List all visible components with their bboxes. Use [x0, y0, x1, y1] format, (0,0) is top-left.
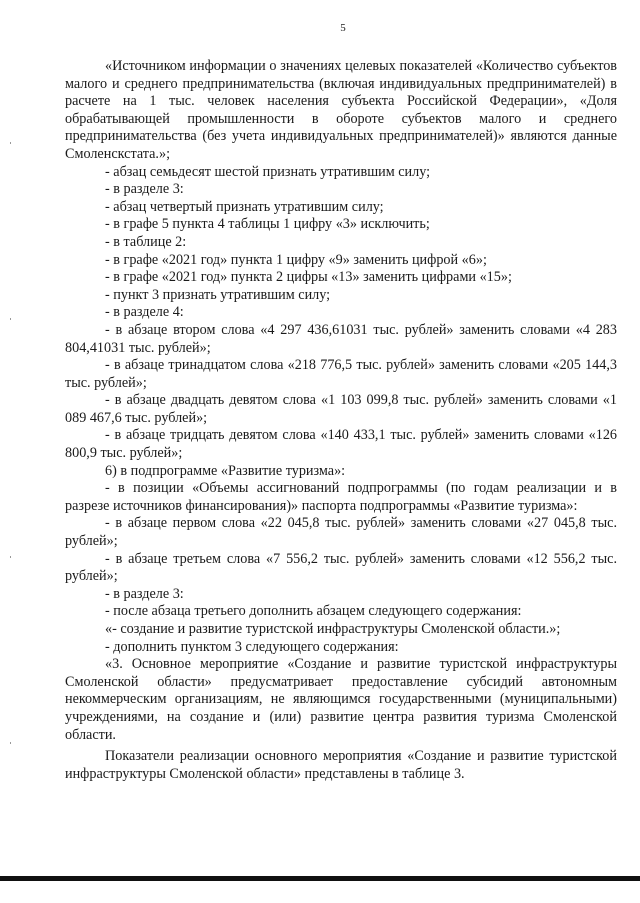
paragraph: 6) в подпрограмме «Развитие туризма»: — [105, 462, 346, 479]
paragraph: «3. Основное мероприятие «Создание и развитие туристской инфраструктуры Смоленской области» предусматривает предоставление субсидий автономным некоммерческим организациям, не являющимся государственными (муниципальными) учреждениями, на создание и (или) развитие центра развития туризма Смоленской области. — [65, 656, 617, 743]
paragraph: - в абзаце первом слова «22 045,8 тыс. рублей» заменить словами «27 045,8 тыс. рублей»; — [65, 515, 617, 550]
paragraph: - в разделе 3: — [105, 181, 184, 198]
paragraph: - в абзаце втором слова «4 297 436,61031 тыс. рублей» заменить словами «4 283 804,41031 тыс. рублей»; — [65, 321, 617, 356]
paragraph: - в разделе 3: — [105, 585, 184, 602]
paragraph: - в абзаце тринадцатом слова «218 776,5 тыс. рублей» заменить словами «205 144,3 тыс. рублей»; — [65, 357, 617, 391]
paragraph: - в таблице 2: — [105, 233, 187, 250]
paragraph: «Источником информации о значениях целевых показателей «Количество субъектов малого и среднего предпринимательства (включая индивидуальных предпринимателей) в расчете на 1 тыс. человек населения субъекта Российской Федерации», «Доля обрабатывающей промышленности в обороте субъектов малого и среднего предпринимательства (без учета индивидуальных предпринимателей)» являются данные Смоленскстата.»; — [65, 58, 617, 162]
paragraph: «- создание и развитие туристской инфраструктуры Смоленской области.»; — [105, 621, 561, 637]
paragraph: - абзац четвертый признать утратившим силу; — [105, 198, 384, 215]
paragraph: - абзац семьдесят шестой признать утратившим силу; — [105, 163, 431, 180]
paragraph: - дополнить пунктом 3 следующего содержания: — [105, 638, 399, 655]
paragraph: - после абзаца третьего дополнить абзацем следующего содержания: — [105, 603, 522, 620]
paragraph: - в разделе 4: — [105, 304, 184, 321]
page-number: 5 — [340, 22, 346, 34]
paragraph: Показатели реализации основного мероприятия «Создание и развитие туристской инфраструктуры Смоленской области» представлены в таблице 3. — [65, 748, 617, 782]
scan-artifact — [10, 318, 11, 320]
document-body — [65, 58, 617, 783]
paragraph: - в абзаце двадцать девятом слова «1 103 099,8 тыс. рублей» заменить словами «1 089 467,6 тыс. рублей»; — [65, 392, 617, 426]
paragraph: - в позиции «Объемы ассигнований подпрограммы (по годам реализации и в разрезе источников финансирования)» паспорта подпрограммы «Развитие туризма»: — [65, 480, 617, 514]
paragraph: - пункт 3 признать утратившим силу; — [105, 286, 331, 303]
scan-artifact — [10, 142, 11, 144]
paragraph: - в графе «2021 год» пункта 1 цифру «9» заменить цифрой «6»; — [105, 251, 487, 268]
paragraph: - в графе «2021 год» пункта 2 цифры «13» заменить цифрами «15»; — [105, 269, 512, 286]
paragraph: - в абзаце тридцать девятом слова «140 433,1 тыс. рублей» заменить словами «126 800,9 тыс. рублей»; — [65, 427, 617, 462]
paragraph: - в абзаце третьем слова «7 556,2 тыс. рублей» заменить словами «12 556,2 тыс. рублей»; — [65, 550, 617, 585]
scan-bottom-border — [0, 876, 640, 881]
paragraph: - в графе 5 пункта 4 таблицы 1 цифру «3» исключить; — [105, 216, 430, 233]
scan-artifact — [10, 742, 11, 744]
scan-artifact — [10, 556, 11, 558]
